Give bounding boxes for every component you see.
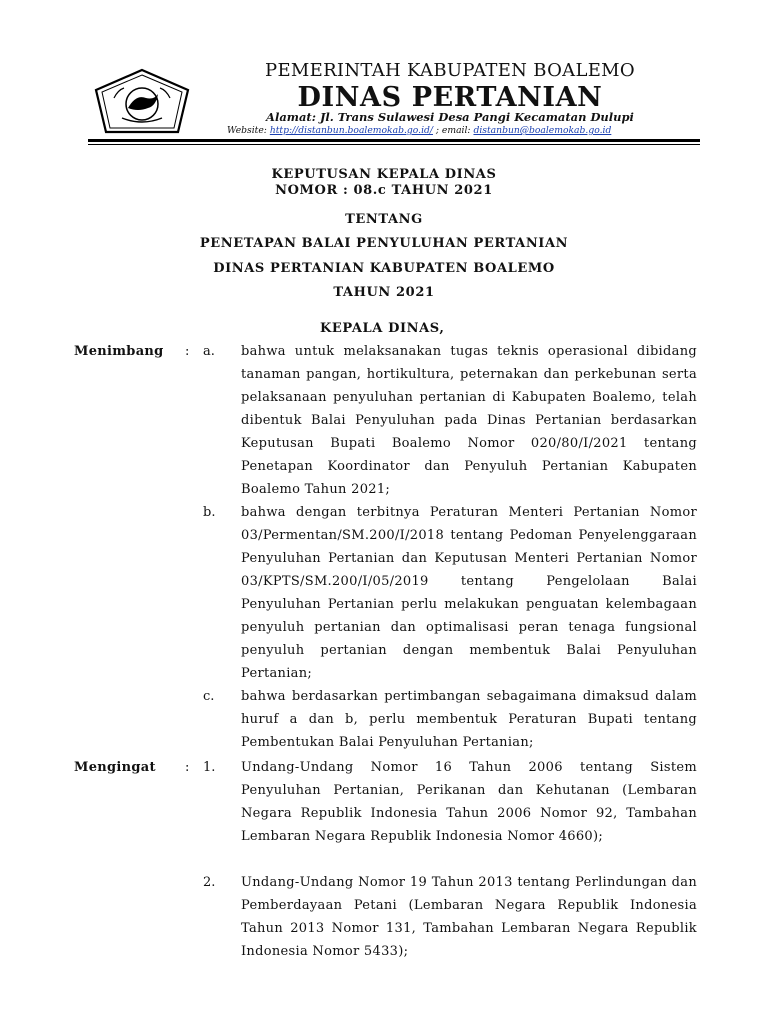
subject-line-2: DINAS PERTANIAN KABUPATEN BOALEMO bbox=[213, 261, 555, 276]
decree-title: KEPUTUSAN KEPALA DINAS bbox=[271, 167, 497, 182]
website-label: Website: bbox=[227, 125, 267, 136]
letterhead-rule-thin bbox=[88, 144, 700, 145]
regency-emblem-logo bbox=[92, 68, 192, 136]
item-marker: 2. bbox=[203, 875, 216, 890]
item-marker: c. bbox=[203, 689, 215, 704]
government-name: PEMERINTAH KABUPATEN BOALEMO bbox=[265, 60, 635, 81]
consideration-paragraph: bahwa untuk melaksanakan tugas teknis operasional dibidang tanaman pangan, hortikultura, peternakan dan perkebunan serta pelaksanaan penyuluhan pertanian di Kabupaten Boalemo, telah dibentuk Balai Penyuluhan pada Dinas Pertanian berdasarkan Keputusan Bupati Boalemo Nomor 020/80/I/2021 tentang Penetapan Koordinator dan Penyuluh Pertanian Kabupaten Boalemo Tahun 2021; bbox=[241, 344, 697, 497]
subject-line-3: TAHUN 2021 bbox=[333, 285, 435, 300]
decree-number: NOMOR : 08.c TAHUN 2021 bbox=[275, 183, 493, 198]
department-name: DINAS PERTANIAN bbox=[297, 82, 603, 113]
menimbang-colon: : bbox=[185, 344, 190, 359]
mengingat-colon: : bbox=[185, 760, 190, 775]
menimbang-label: Menimbang bbox=[74, 344, 164, 359]
email-separator: ; email: bbox=[432, 125, 474, 136]
item-marker: 1. bbox=[203, 760, 216, 775]
item-marker: a. bbox=[203, 344, 215, 359]
authority-heading: KEPALA DINAS, bbox=[320, 321, 445, 336]
consideration-paragraph: bahwa dengan terbitnya Peraturan Menteri Pertanian Nomor 03/Permentan/SM.200/I/2018 tentang Pedoman Penyelenggaraan Penyuluhan Pertanian dan Keputusan Menteri Pertanian Nomor 03/KPTS/SM.200/I/05/2019 tentang Pengelolaan Balai Penyuluhan Pertanian perlu melakukan penguatan kelembagaan penyuluh pertanian dan optimalisasi peran tenaga fungsional penyuluh pertanian dengan membentuk Balai Penyuluhan Pertanian; bbox=[241, 505, 697, 681]
about-heading: TENTANG bbox=[345, 212, 423, 227]
consideration-paragraph: bahwa berdasarkan pertimbangan sebagaimana dimaksud dalam huruf a dan b, perlu membentuk Peraturan Bupati tentang Pembentukan Balai Penyuluhan Pertanian; bbox=[241, 689, 697, 750]
legal-basis-paragraph: Undang-Undang Nomor 16 Tahun 2006 tentang Sistem Penyuluhan Pertanian, Perikanan dan Kehutanan (Lembaran Negara Republik Indonesia Tahun 2006 Nomor 92, Tambahan Lembaran Negara Republik Indonesia Nomor 4660); bbox=[241, 760, 697, 844]
office-address: Alamat: Jl. Trans Sulawesi Desa Pangi Kecamatan Dulupi bbox=[266, 110, 634, 124]
email-link[interactable]: distanbun@boalemokab.go.id bbox=[473, 125, 612, 136]
item-marker: b. bbox=[203, 505, 216, 520]
legal-basis-paragraph: Undang-Undang Nomor 19 Tahun 2013 tentang Perlindungan dan Pemberdayaan Petani (Lembaran Negara Republik Indonesia Tahun 2013 Nomor 131, Tambahan Lembaran Negara Republik Indonesia Nomor 5433); bbox=[241, 875, 697, 959]
website-link[interactable]: http://distanbun.boalemokab.go.id/ bbox=[269, 125, 433, 136]
letterhead-rule-thick bbox=[88, 139, 700, 142]
mengingat-label: Mengingat bbox=[74, 760, 156, 775]
contact-line bbox=[227, 125, 611, 136]
subject-line-1: PENETAPAN BALAI PENYULUHAN PERTANIAN bbox=[199, 236, 569, 251]
